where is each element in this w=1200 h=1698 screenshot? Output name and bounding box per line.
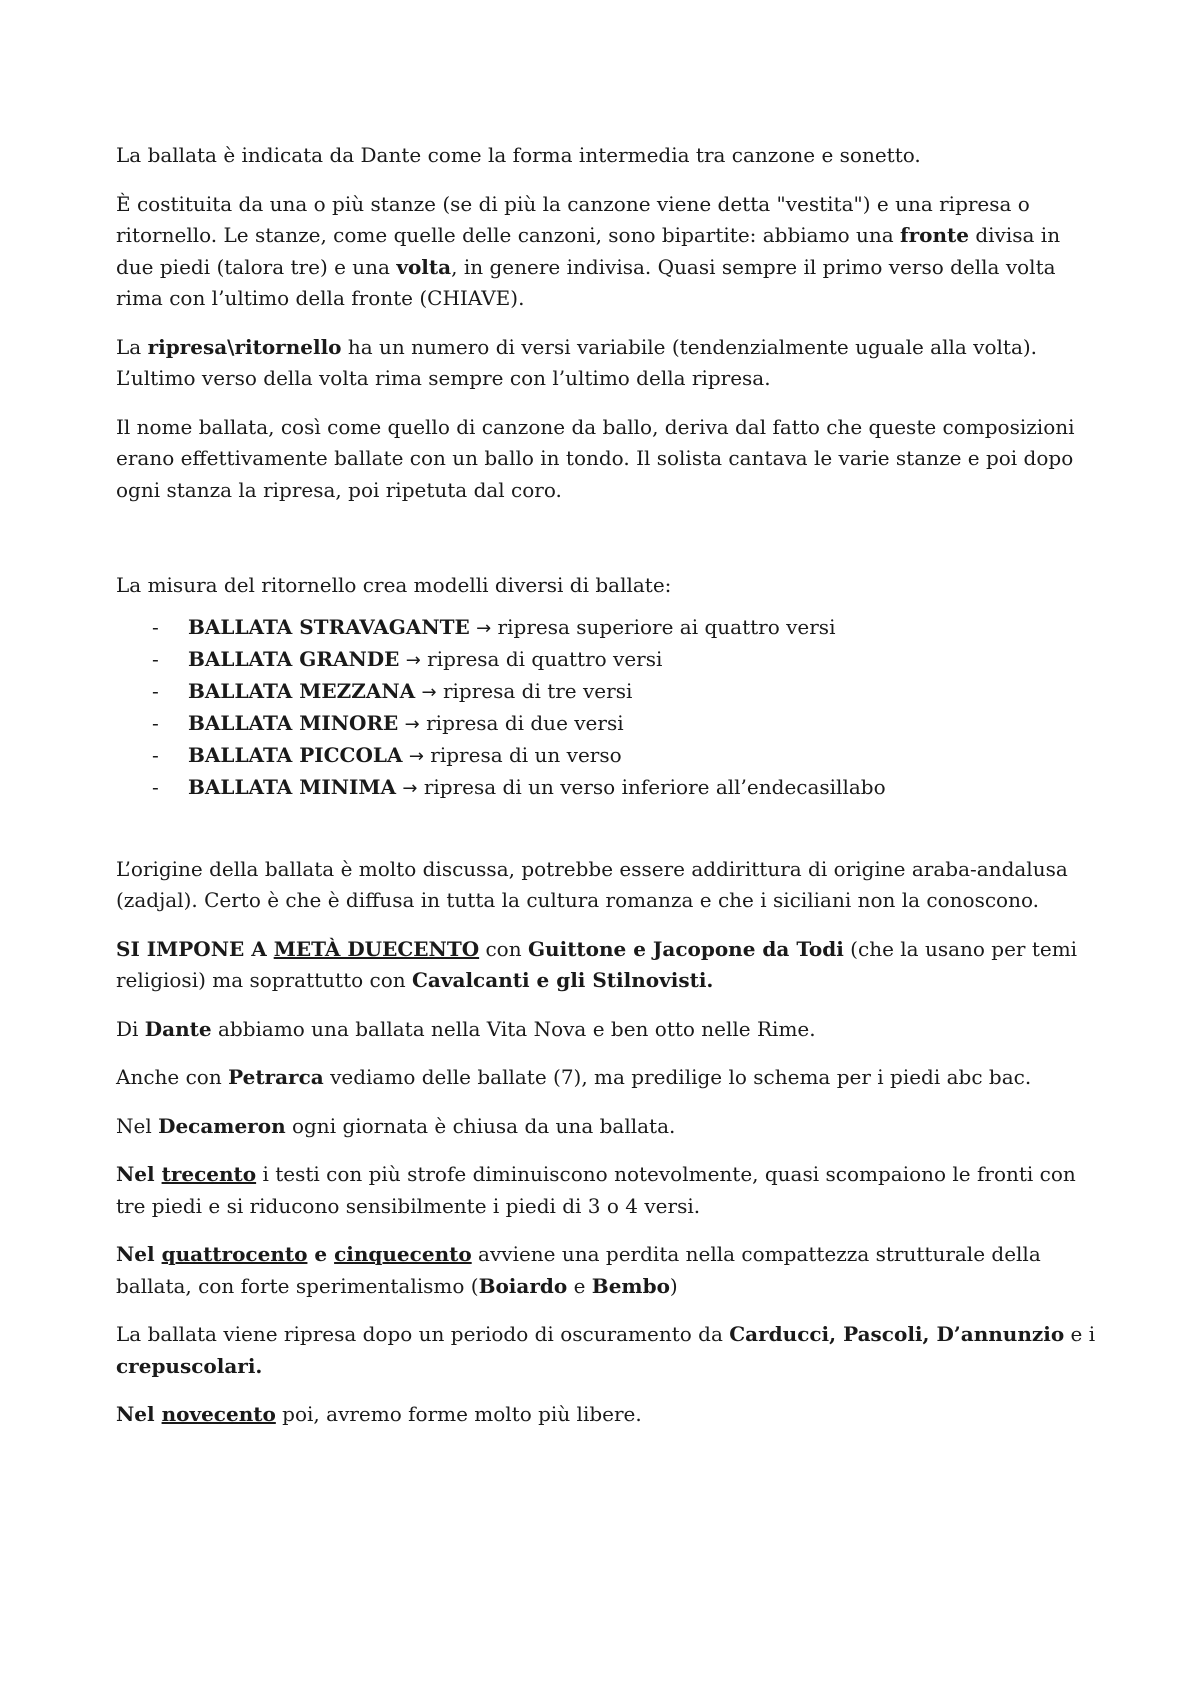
paragraph-duecento: SI IMPONE A METÀ DUECENTO con Guittone e Jacopone da Todi (che la usano per temi religiosi) ma soprattutto con Cavalcanti e gli Stilnovisti. bbox=[116, 936, 1078, 992]
paragraph-novecento: Nel novecento poi, avremo forme molto più libere. bbox=[116, 1402, 642, 1426]
paragraph-origin: L’origine della ballata è molto discussa, potrebbe essere addirittura di origine araba-andalusa (zadjal). Certo è che è diffusa in tutta la cultura romanza e che i siciliani non la conoscono. bbox=[116, 856, 1068, 912]
paragraph-structure: È costituita da una o più stanze (se di più la canzone viene detta "vestita") e una ripresa o ritornello. Le stanze, come quelle delle canzoni, sono bipartite: abbiamo una fronte divisa in due piedi (talora tre) e una volta, in genere indivisa. Quasi sempre il primo verso della volta rima con l’ultimo della fronte (CHIAVE). bbox=[116, 191, 1061, 310]
arrow-right-icon: → bbox=[421, 681, 437, 703]
paragraph-dante: Di Dante abbiamo una ballata nella Vita Nova e ben otto nelle Rime. bbox=[116, 1016, 816, 1041]
paragraph-ottocento: La ballata viene ripresa dopo un periodo di oscuramento da Carducci, Pascoli, D’annunzio e i crepuscolari. bbox=[116, 1322, 1096, 1378]
paragraph-decameron: Nel Decameron ogni giornata è chiusa da una ballata. bbox=[116, 1113, 676, 1138]
arrow-right-icon: → bbox=[402, 777, 418, 799]
paragraph-ripresa: La ripresa\ritornello ha un numero di versi variabile (tendenzialmente uguale alla volta). L’ultimo verso della volta rima sempre con l’ultimo della ripresa. bbox=[116, 334, 1038, 390]
list-item-model: - BALLATA MINORE → ripresa di due versi bbox=[152, 710, 624, 735]
paragraph-trecento: Nel trecento i testi con più strofe diminuiscono notevolmente, quasi scompaiono le fronti con tre piedi e si riducono sensibilmente i piedi di 3 o 4 versi. bbox=[116, 1162, 1076, 1218]
list-item-model: - BALLATA MINIMA → ripresa di un verso inferiore all’endecasillabo bbox=[152, 774, 886, 799]
arrow-right-icon: → bbox=[405, 649, 421, 671]
term-volta: volta bbox=[396, 254, 452, 279]
list-item-model: - BALLATA PICCOLA → ripresa di un verso bbox=[152, 742, 622, 767]
paragraph-quattrocento: Nel quattrocento e cinquecento avviene una perdita nella compattezza strutturale della ballata, con forte sperimentalismo (Boiardo e Bembo) bbox=[116, 1242, 1041, 1298]
arrow-right-icon: → bbox=[404, 713, 420, 735]
arrow-right-icon: → bbox=[408, 745, 424, 767]
term-fronte: fronte bbox=[900, 223, 969, 247]
document-body bbox=[116, 140, 1096, 1448]
list-item-model: - BALLATA MEZZANA → ripresa di tre versi bbox=[152, 678, 633, 703]
arrow-right-icon: → bbox=[476, 617, 492, 639]
paragraph-petrarca: Anche con Petrarca vediamo delle ballate (7), ma predilige lo schema per i piedi abc bac. bbox=[116, 1065, 1032, 1089]
term-ripresa: ripresa\ritornello bbox=[147, 334, 342, 359]
list-item-model: - BALLATA GRANDE → ripresa di quattro versi bbox=[152, 646, 663, 671]
models-list bbox=[116, 612, 1096, 804]
paragraph-definition: La ballata è indicata da Dante come la forma intermedia tra canzone e sonetto. bbox=[116, 143, 921, 167]
paragraph-name-origin: Il nome ballata, così come quello di canzone da ballo, deriva dal fatto che queste composizioni erano effettivamente ballate con un ballo in tondo. Il solista cantava le varie stanze e poi dopo ogni stanza la ripresa, poi ripetuta dal coro. bbox=[116, 414, 1075, 502]
list-item-model: - BALLATA STRAVAGANTE → ripresa superiore ai quattro versi bbox=[152, 614, 836, 639]
paragraph-models-intro: La misura del ritornello crea modelli diversi di ballate: bbox=[116, 573, 672, 597]
